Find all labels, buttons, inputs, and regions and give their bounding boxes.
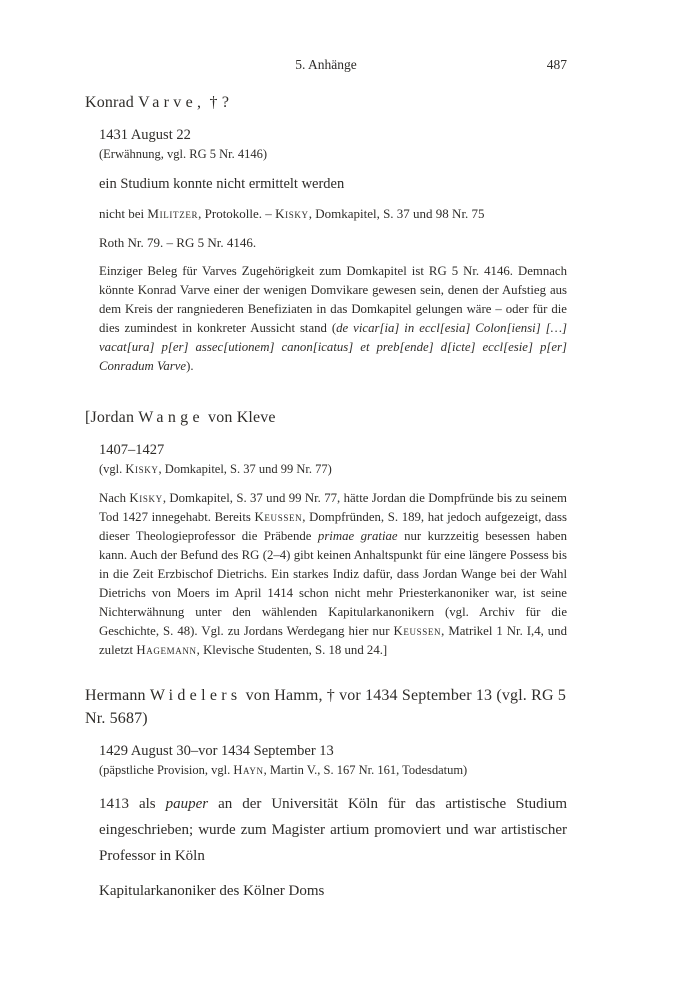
entry-body — [99, 742, 567, 904]
running-header — [85, 57, 567, 73]
entry-reference-line: (Erwähnung, vgl. RG 5 Nr. 4146) — [99, 147, 268, 161]
entry-body — [99, 126, 567, 376]
entry-hermann-widelers — [85, 684, 567, 904]
page-number: 487 — [546, 57, 567, 72]
entry-commentary: Einziger Beleg für Varves Zugehörigkeit zum Domkapitel ist RG 5 Nr. 4146. Demnach könnte Konrad Varve einer der wenigen Domvikare gewesen sein, denen der Aufstieg aus dem Kreis der rangniederen Benefiziaten in das Domkapitel gelungen wäre – oder für die dies zumindest in konkreter Aussicht stand (de vicar[ia] in eccl[esia] Colon[iensi] […] vacat[ura] p[er] assec[utionem] canon[icatus] et preb[ende] d[icte] eccl[esie] p[er] Conradum Varve). — [99, 264, 567, 373]
entry-study-paragraph: Kapitularkanoniker des Kölner Doms — [99, 883, 325, 899]
entry-study-paragraph: 1413 als pauper an der Universität Köln für das artistische Studium eingeschrieben; wurde zum Magister artium promoviert und war artistischer Professor in Köln — [99, 796, 567, 864]
entry-date-line: 1429 August 30–vor 1434 September 13 — [99, 743, 334, 759]
entry-study-note: ein Studium konnte nicht ermittelt werden — [99, 176, 345, 192]
entry-date-line: 1431 August 22 — [99, 127, 191, 143]
running-header-title: 5. Anhänge — [295, 57, 357, 72]
entry-reference-line: (päpstliche Provision, vgl. Hayn, Martin V., S. 167 Nr. 161, Todesdatum) — [99, 763, 468, 777]
entry-heading: Konrad Varve, † ? — [85, 94, 230, 111]
entry-konrad-varve — [85, 91, 567, 376]
entry-heading: Hermann Widelers von Hamm, † vor 1434 September 13 (vgl. RG 5 Nr. 5687) — [85, 687, 566, 727]
text-column — [85, 57, 567, 904]
entry-jordan-wange — [85, 406, 567, 660]
entry-heading: [Jordan Wange von Kleve — [85, 409, 276, 426]
bibliography-line: Roth Nr. 79. – RG 5 Nr. 4146. — [99, 235, 257, 250]
entry-date-line: 1407–1427 — [99, 442, 165, 458]
entry-commentary: Nach Kisky, Domkapitel, S. 37 und 99 Nr. 77, hätte Jordan die Dompfründe bis zu seinem Tod 1427 innegehabt. Bereits Keussen, Dompfründen, S. 189, hat jedoch aufgezeigt, dass dieser Theologieprofessor die Präbende primae gratiae nur kurzzeitig besessen haben kann. Auch der Befund des RG (2–4) gibt keinen Anhaltspunkt für eine längere Possess bis in die Zeit Erzbischof Dietrichs. Ein starkes Indiz dafür, dass Jordan Wange bei der Wahl Dietrichs von Moers im April 1414 schon nicht mehr Priesterkanoniker war, ist seine Nichterwähnung unter den wählenden Kapitularkanonikern (vgl. Archiv für die Geschichte, S. 48). Vgl. zu Jordans Werdegang hier nur Keussen, Matrikel 1 Nr. I,4, und zuletzt Hagemann, Klevische Studenten, S. 18 und 24.] — [99, 491, 568, 657]
entry-reference-line: (vgl. Kisky, Domkapitel, S. 37 und 99 Nr. 77) — [99, 462, 332, 476]
bibliography-line: nicht bei Militzer, Protokolle. – Kisky, Domkapitel, S. 37 und 98 Nr. 75 — [99, 206, 485, 221]
entry-body — [99, 441, 567, 660]
